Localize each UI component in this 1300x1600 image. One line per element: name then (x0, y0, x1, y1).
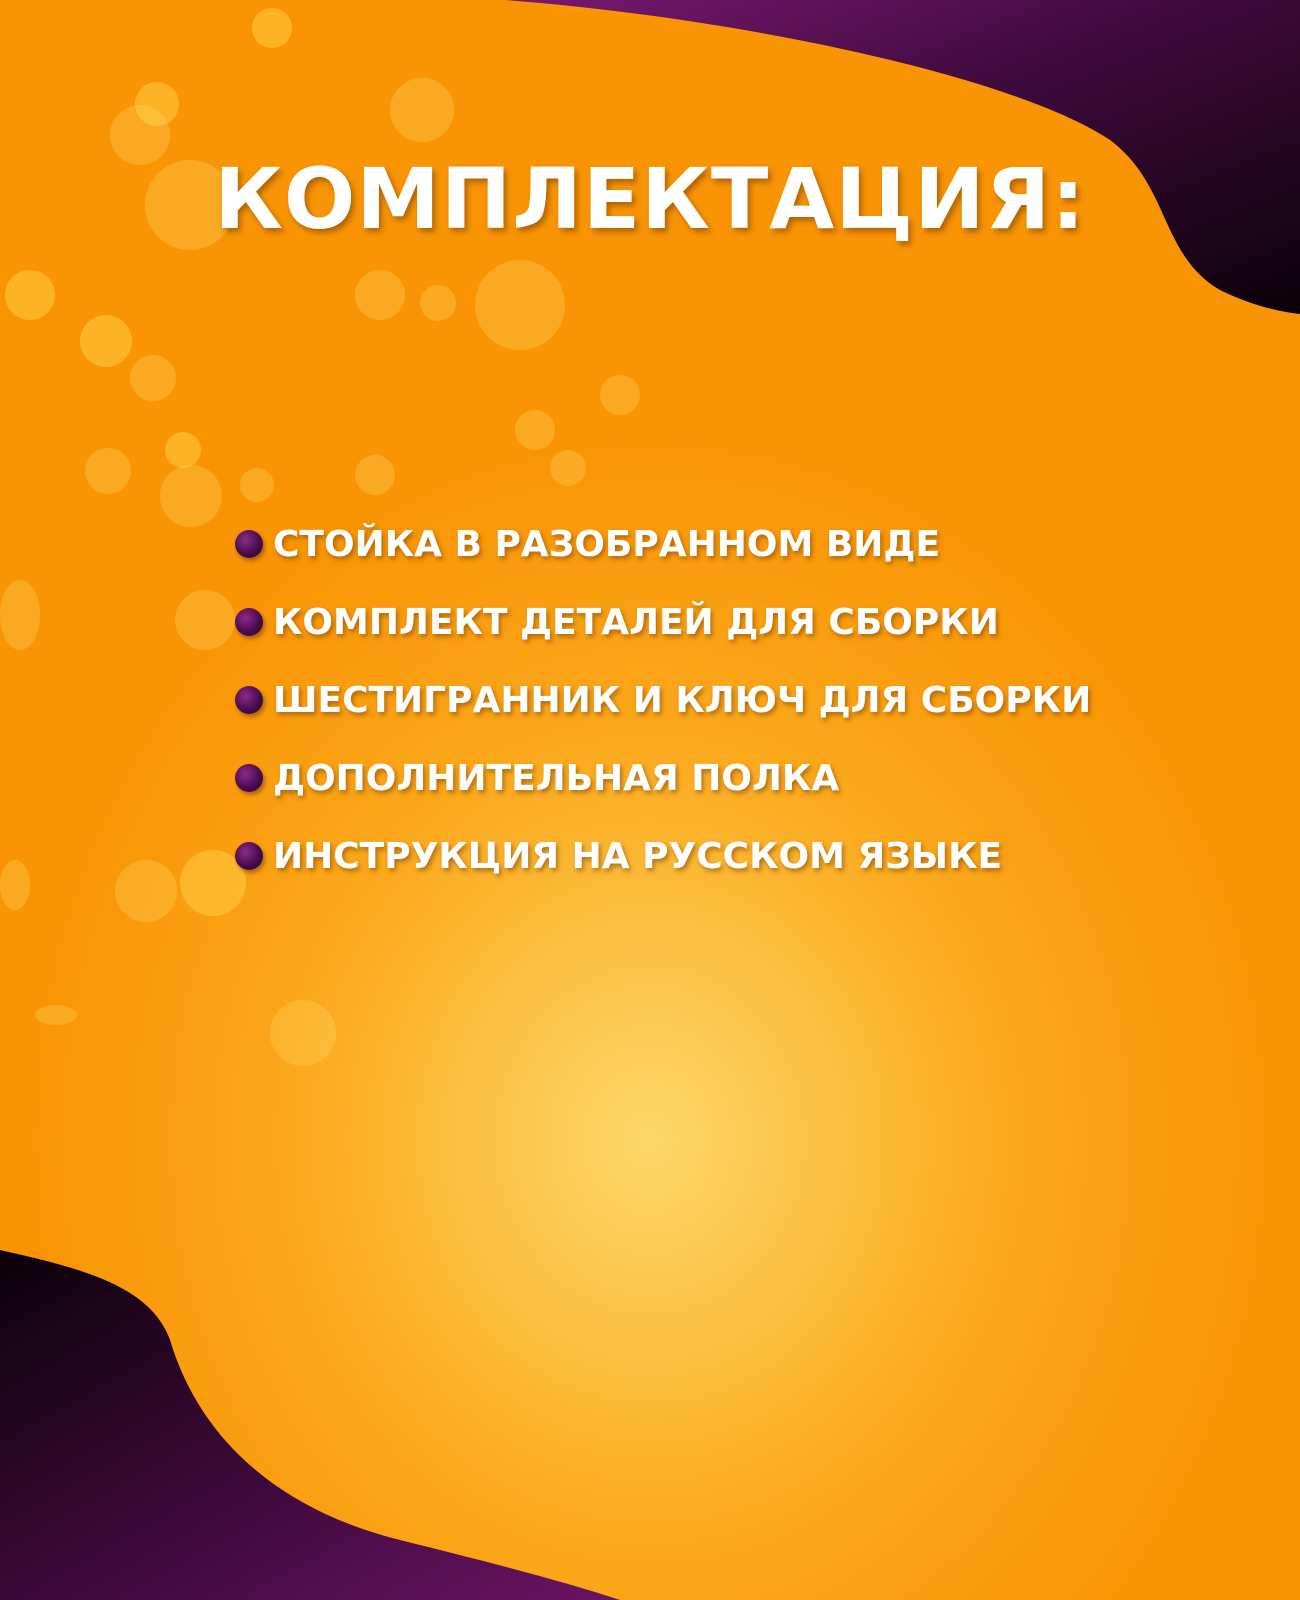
list-item (235, 739, 1091, 817)
list-item-text: КОМПЛЕКТ ДЕТАЛЕЙ ДЛЯ СБОРКИ (273, 601, 999, 643)
list-item (235, 583, 1091, 661)
equipment-list (235, 505, 1091, 895)
page-title: КОМПЛЕКТАЦИЯ: (214, 150, 1086, 248)
bullet-icon (235, 764, 263, 792)
bottom-left-wave (0, 1250, 620, 1600)
list-item-text: ДОПОЛНИТЕЛЬНАЯ ПОЛКА (273, 757, 840, 799)
list-item-text: ИНСТРУКЦИЯ НА РУССКОМ ЯЗЫКЕ (273, 835, 1003, 877)
list-item-text: ШЕСТИГРАННИК И КЛЮЧ ДЛЯ СБОРКИ (273, 679, 1092, 721)
list-item (235, 505, 1091, 583)
bullet-icon (235, 686, 263, 714)
list-item-text: СТОЙКА В РАЗОБРАННОМ ВИДЕ (273, 523, 941, 565)
list-item (235, 661, 1091, 739)
bullet-icon (235, 842, 263, 870)
list-item (235, 817, 1091, 895)
bullet-icon (235, 608, 263, 636)
bullet-icon (235, 530, 263, 558)
